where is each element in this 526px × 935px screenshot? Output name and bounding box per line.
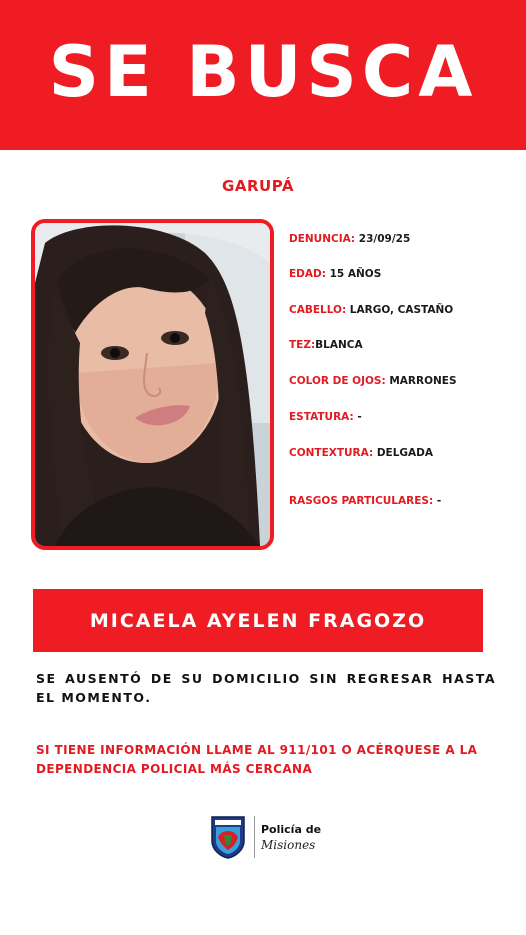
page-title: SE BUSCA <box>48 31 478 113</box>
portrait-image <box>35 223 270 546</box>
detail-estatura: ESTATURA: - <box>289 411 362 423</box>
call-to-action: SI TIENE INFORMACIÓN LLAME AL 911/101 O ACÉRQUESE A LA DEPENDENCIA POLICIAL MÁS CERCANA <box>36 743 478 776</box>
detail-rasgos: RASGOS PARTICULARES: - <box>289 495 442 507</box>
police-shield-icon <box>210 815 246 859</box>
disappearance-description: SE AUSENTÓ DE SU DOMICILIO SIN REGRESAR HASTA EL MOMENTO. <box>36 671 496 705</box>
missing-person-photo <box>31 219 274 550</box>
detail-contextura: CONTEXTURA: DELGADA <box>289 447 433 459</box>
header-banner <box>0 0 526 150</box>
detail-edad: EDAD: 15 AÑOS <box>289 268 382 280</box>
detail-cabello: CABELLO: LARGO, CASTAÑO <box>289 304 454 316</box>
police-logo <box>210 812 321 862</box>
person-name: MICAELA AYELEN FRAGOZO <box>89 609 427 632</box>
location-label: GARUPÁ <box>222 177 294 195</box>
person-name-bar <box>33 589 483 652</box>
detail-tez: TEZ:BLANCA <box>289 339 363 351</box>
detail-denuncia: DENUNCIA: 23/09/25 <box>289 233 411 245</box>
org-name: Policía de Misiones <box>261 822 322 852</box>
logo-divider <box>254 816 255 858</box>
detail-color-ojos: COLOR DE OJOS: MARRONES <box>289 375 457 387</box>
